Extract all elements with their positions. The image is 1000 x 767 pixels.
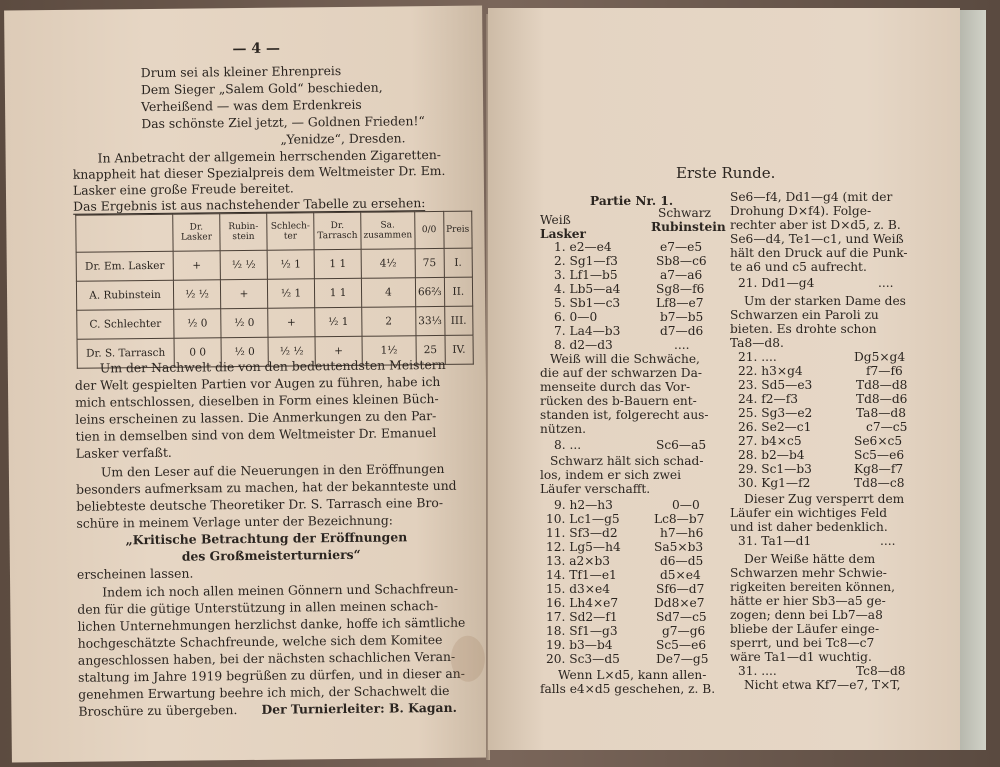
- signature: Der Turnierleiter: B. Kagan.: [261, 699, 457, 717]
- note-line: die auf der schwarzen Da-: [540, 366, 702, 380]
- paragraph-line: erscheinen lassen.: [76, 565, 194, 582]
- move-white: 19. b3—b4: [546, 638, 613, 652]
- poem-line: Dem Sieger „Salem Gold“ beschieden,: [140, 79, 383, 98]
- move-white: 15. d3×e4: [546, 582, 610, 596]
- move-white: 1. e2—e4: [554, 240, 612, 254]
- book-title: des Großmeisterturniers“: [181, 546, 361, 564]
- table-cell: C. Schlechter: [77, 309, 174, 339]
- paragraph-line: Um der Nachwelt die von den bedeutendsten Meistern: [99, 356, 446, 376]
- move-black: Td8—d6: [856, 392, 908, 406]
- move-black: e7—e5: [660, 240, 703, 254]
- note-line: hätte er hier Sb3—a5 ge-: [730, 594, 886, 608]
- move-black: a7—a6: [660, 268, 703, 282]
- white-name: Lasker: [540, 227, 586, 241]
- table-cell: A. Rubinstein: [76, 280, 173, 310]
- move-white: 26. Se2—c1: [738, 420, 812, 434]
- black-label: Schwarz: [658, 206, 711, 220]
- table-header: Preis: [443, 211, 472, 248]
- move-black: Sd7—c5: [656, 610, 707, 624]
- table-cell: Dr. S. Tarrasch: [77, 338, 174, 368]
- table-header-row: [76, 211, 472, 252]
- move-black: Sa5×b3: [654, 540, 704, 554]
- table-row: [76, 277, 472, 310]
- game-title: Partie Nr. 1.: [590, 194, 674, 208]
- note-line: Der Weiße hätte dem: [744, 552, 876, 566]
- table-cell: 1½: [362, 336, 416, 366]
- move-black: Sg8—f6: [656, 282, 705, 296]
- table-cell: 66⅔: [415, 277, 444, 306]
- table-cell: +: [173, 251, 220, 280]
- paragraph-line: schüre in meinem Verlage unter der Bezeichnung:: [76, 512, 394, 531]
- paragraph-line: Lasker eine große Freude bereitet.: [72, 180, 294, 198]
- white-label: Weiß: [540, 213, 571, 227]
- table-cell: +: [315, 336, 362, 365]
- move-white: 14. Tf1—e1: [546, 568, 617, 582]
- note-line: Nicht etwa Kf7—e7, T×T,: [744, 678, 901, 692]
- note-line: Läufer ein wichtiges Feld: [730, 506, 888, 520]
- paragraph-line: tien in demselben sind von dem Weltmeister Dr. Emanuel: [75, 425, 437, 444]
- move-white: 13. a2×b3: [546, 554, 611, 568]
- left-page: [4, 6, 490, 763]
- note-line: Läufer verschafft.: [540, 482, 651, 496]
- table-cell: ½ ½: [173, 280, 220, 309]
- paragraph-line: In Anbetracht der allgemein herrschenden Zigaretten-: [97, 146, 442, 166]
- note-line: sperrt, und bei Tc8—c7: [730, 636, 875, 650]
- note-line: Schwarzen ein Paroli zu: [730, 308, 879, 322]
- note-line: te a6 und c5 aufrecht.: [730, 260, 867, 274]
- move-black: d6—d5: [660, 554, 704, 568]
- black-name: Rubinstein: [651, 220, 726, 234]
- stain: [451, 636, 485, 682]
- paragraph-line: den für die gütige Unterstützung in allen meinen schach-: [77, 598, 439, 617]
- table-cell: +: [268, 308, 315, 337]
- paragraph-line: hochgeschätzte Schachfreunde, welche sich dem Komitee: [77, 631, 443, 651]
- table-header: Rubin- stein: [220, 213, 267, 250]
- move-black: De7—g5: [656, 652, 709, 666]
- move-black: ....: [880, 534, 896, 548]
- paragraph-line: der Welt gespielten Partien vor Augen zu führen, habe ich: [74, 373, 441, 393]
- poem-signature: „Yenidze“, Dresden.: [280, 130, 406, 147]
- note-line: Um der starken Dame des: [744, 294, 906, 308]
- move-black: Td8—d8: [856, 378, 908, 392]
- table-cell: ½ ½: [220, 250, 267, 279]
- table-cell: I.: [444, 248, 472, 277]
- table-cell: ½ 1: [315, 307, 362, 336]
- note-line: hält den Druck auf die Punk-: [730, 246, 908, 260]
- move-white: 8. ...: [554, 438, 582, 452]
- move-black: Lf8—e7: [656, 296, 704, 310]
- table-cell: IV.: [445, 335, 473, 364]
- move-white: 9. h2—h3: [554, 498, 613, 512]
- move-black: d7—d6: [660, 324, 704, 338]
- note-line: Se6—f4, Dd1—g4 (mit der: [730, 190, 893, 204]
- table-header: Dr. Lasker: [173, 214, 220, 251]
- table-header: 0/0: [414, 211, 443, 248]
- note-line: falls e4×d5 geschehen, z. B.: [540, 682, 716, 696]
- move-white: 21. Dd1—g4: [738, 276, 815, 290]
- right-page: [488, 8, 960, 750]
- move-white: 31. ....: [738, 664, 777, 678]
- paragraph-line: knappheit hat dieser Spezialpreis dem Weltmeister Dr. Em.: [72, 162, 446, 182]
- move-black: Tc8—d8: [856, 664, 906, 678]
- move-black: g7—g6: [662, 624, 706, 638]
- note-line: standen ist, folgerecht aus-: [540, 408, 709, 422]
- move-black: Sc5—e6: [656, 638, 707, 652]
- table-cell: ½ 0: [221, 308, 268, 337]
- note-line: Dieser Zug versperrt dem: [744, 492, 905, 506]
- move-black: Sb8—c6: [656, 254, 707, 268]
- move-white: 6. 0—0: [554, 310, 598, 324]
- poem-line: Drum sei als kleiner Ehrenpreis: [140, 62, 342, 81]
- note-line: menseite durch das Vor-: [540, 380, 691, 394]
- move-black: Sc6—a5: [656, 438, 707, 452]
- move-white: 27. b4×c5: [738, 434, 802, 448]
- move-white: 12. Lg5—h4: [546, 540, 621, 554]
- note-line: wäre Ta1—d1 wuchtig.: [730, 650, 872, 664]
- note-line: rücken des b-Bauern ent-: [540, 394, 697, 408]
- paragraph-line: Um den Leser auf die Neuerungen in den Eröffnungen: [100, 460, 445, 480]
- paragraph-line: angeschlossen haben, bei der nächsten schachlichen Veran-: [77, 648, 456, 668]
- move-black: c7—c5: [866, 420, 908, 434]
- move-black: ....: [878, 276, 894, 290]
- paragraph-line: besonders aufmerksam zu machen, hat der bekannteste und: [76, 477, 457, 497]
- table-header: Sa. zusammen: [361, 212, 415, 250]
- table-header: [76, 214, 173, 252]
- move-black: Dd8×e7: [654, 596, 705, 610]
- move-white: 2. Sg1—f3: [554, 254, 618, 268]
- note-line: Se6—d4, Te1—c1, und Weiß: [730, 232, 904, 246]
- note-line: Schwarzen mehr Schwie-: [730, 566, 887, 580]
- table-cell: 4½: [361, 249, 415, 279]
- table-cell: II.: [444, 277, 472, 306]
- move-black: Sc5—e6: [854, 448, 905, 462]
- move-white: 18. Sf1—g3: [546, 624, 618, 638]
- move-white: 20. Sc3—d5: [546, 652, 620, 666]
- note-line: Ta8—d8.: [730, 336, 784, 350]
- move-white: 16. Lh4×e7: [546, 596, 619, 610]
- paragraph-line: Indem ich noch allen meinen Gönnern und Schachfreun-: [102, 580, 459, 600]
- move-white: 25. Sg3—e2: [738, 406, 813, 420]
- paragraph-line: Broschüre zu übergeben.: [78, 702, 238, 719]
- table-row: [77, 306, 473, 339]
- table-cell: ½ 1: [267, 250, 314, 279]
- table-cell: 33⅓: [415, 306, 444, 335]
- table-cell: 1 1: [314, 278, 361, 307]
- move-black: h7—h6: [660, 526, 704, 540]
- note-line: zogen; denn bei Lb7—a8: [730, 608, 883, 622]
- paragraph-line: genehmen Erwartung beehre ich mich, der Schachwelt die: [78, 682, 450, 702]
- table-cell: ½ 1: [267, 279, 314, 308]
- results-table: [75, 211, 473, 369]
- table-row: [76, 248, 472, 281]
- note-line: nützen.: [540, 422, 586, 436]
- move-white: 5. Sb1—c3: [554, 296, 621, 310]
- move-white: 28. b2—b4: [738, 448, 805, 462]
- paragraph-line: staltung im Jahre 1919 begrüßen zu dürfen, und in dieser an-: [77, 665, 466, 685]
- move-black: Kg8—f7: [854, 462, 904, 476]
- table-cell: ½ 0: [174, 309, 221, 338]
- move-white: 17. Sd2—f1: [546, 610, 618, 624]
- paragraph-line: mich entschlossen, dieselben in Form eines kleinen Büch-: [75, 390, 439, 410]
- table-cell: 4: [361, 278, 415, 308]
- table-cell: Dr. Em. Lasker: [76, 251, 173, 281]
- table-cell: 0 0: [174, 338, 221, 367]
- table-cell: +: [220, 279, 267, 308]
- book-cover-edge: [960, 10, 986, 750]
- paragraph-line: leins erscheinen zu lassen. Die Anmerkungen zu den Par-: [75, 408, 437, 427]
- paragraph-line: beliebteste deutsche Theoretiker Dr. S. Tarrasch eine Bro-: [76, 494, 444, 514]
- move-white: 30. Kg1—f2: [738, 476, 811, 490]
- move-black: 0—0: [672, 498, 700, 512]
- move-white: 21. ....: [738, 350, 777, 364]
- note-line: los, indem er sich zwei: [540, 468, 682, 482]
- move-white: 3. Lf1—b5: [554, 268, 618, 282]
- move-black: ....: [674, 338, 690, 352]
- move-white: 29. Sc1—b3: [738, 462, 812, 476]
- move-white: 11. Sf3—d2: [546, 526, 618, 540]
- table-cell: 25: [416, 335, 445, 364]
- paragraph-line: Das Ergebnis ist aus nachstehender Tabelle zu ersehen:: [73, 195, 426, 214]
- poem-line: Das schönste Ziel jetzt, — Goldnen Frieden!“: [141, 113, 425, 132]
- note-line: rechter aber ist D×d5, z. B.: [730, 218, 901, 232]
- move-black: b7—b5: [660, 310, 704, 324]
- note-line: Wenn L×d5, kann allen-: [558, 668, 707, 682]
- page-number: — 4 —: [232, 40, 281, 58]
- table-cell: 1 1: [314, 249, 361, 278]
- note-line: und ist daher bedenklich.: [730, 520, 888, 534]
- move-white: 4. Lb5—a4: [554, 282, 621, 296]
- paragraph-line: Lasker verfaßt.: [75, 444, 172, 461]
- move-black: d5×e4: [660, 568, 701, 582]
- table-cell: III.: [444, 306, 472, 335]
- table-header: Dr. Tarrasch: [314, 212, 361, 249]
- note-line: bliebe der Läufer einge-: [730, 622, 880, 636]
- move-white: 24. f2—f3: [738, 392, 798, 406]
- note-line: rigkeiten bereiten können,: [730, 580, 895, 594]
- move-black: Td8—c8: [854, 476, 905, 490]
- round-title: Erste Runde.: [676, 164, 776, 182]
- paragraph-line: lichen Unternehmungen herzlichst danke, hoffe ich sämtliche: [77, 614, 466, 634]
- move-white: 8. d2—d3: [554, 338, 613, 352]
- note-line: Weiß will die Schwäche,: [550, 352, 700, 366]
- book-title: „Kritische Betrachtung der Eröffnungen: [125, 529, 408, 548]
- note-line: bieten. Es drohte schon: [730, 322, 877, 336]
- table-cell: 2: [362, 307, 416, 337]
- table-header: Schlech- ter: [267, 213, 314, 250]
- move-black: f7—f6: [866, 364, 903, 378]
- note-line: Drohung D×f4). Folge-: [730, 204, 872, 218]
- move-black: Dg5×g4: [854, 350, 906, 364]
- poem-line: Verheißend — was dem Erdenkreis: [141, 96, 362, 115]
- note-line: Schwarz hält sich schad-: [550, 454, 704, 468]
- move-white: 7. La4—b3: [554, 324, 621, 338]
- table-cell: ½ 0: [221, 337, 268, 366]
- move-black: Ta8—d8: [856, 406, 906, 420]
- move-black: Se6×c5: [854, 434, 903, 448]
- table-cell: ½ ½: [268, 337, 315, 366]
- move-white: 23. Sd5—e3: [738, 378, 813, 392]
- move-black: Lc8—b7: [654, 512, 705, 526]
- move-white: 10. Lc1—g5: [546, 512, 620, 526]
- table-cell: 75: [415, 248, 444, 277]
- move-white: 31. Ta1—d1: [738, 534, 812, 548]
- move-white: 22. h3×g4: [738, 364, 803, 378]
- move-black: Sf6—d7: [656, 582, 705, 596]
